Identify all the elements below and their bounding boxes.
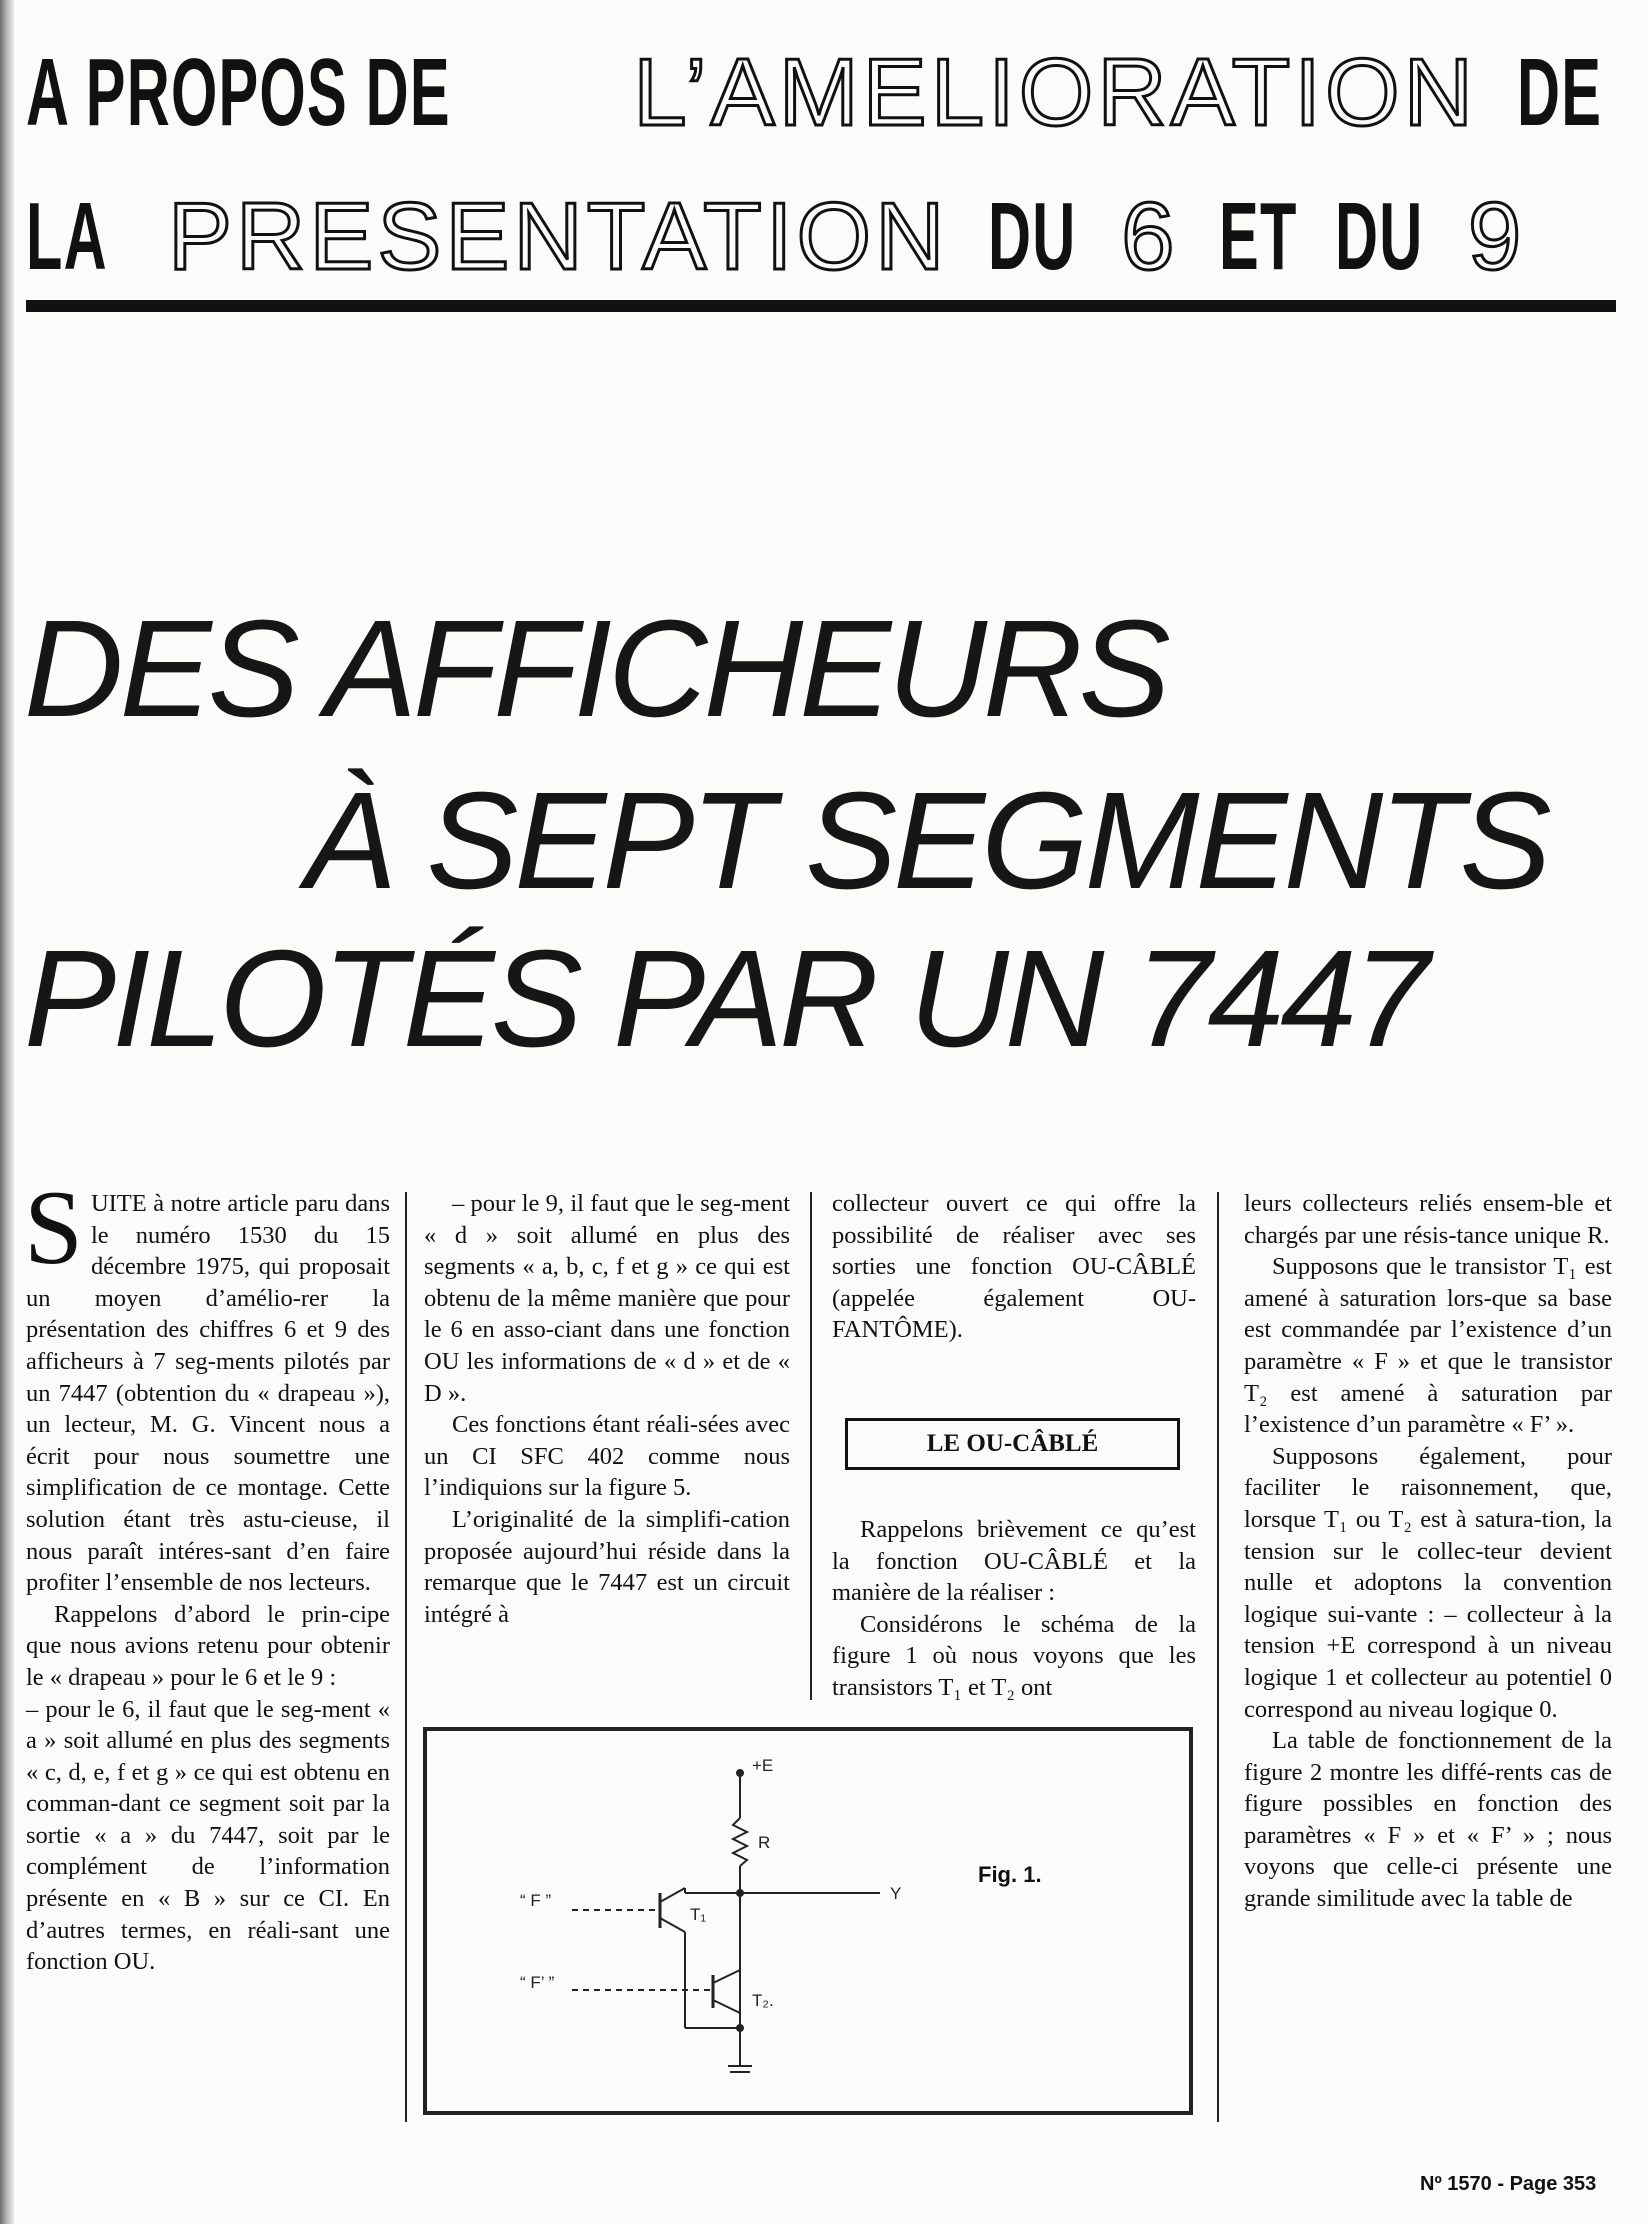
header-word-du-2: DU — [1335, 183, 1424, 290]
header-word-du: DU — [988, 183, 1077, 290]
header-word-amelioration: L’AMELIORATION — [633, 39, 1477, 146]
figure-caption: Fig. 1. — [978, 1862, 1042, 1887]
paragraph: La table de fonctionnement de la figure 2 montre les diffé-rents cas de figure possibles en fonction des paramètres « F » et « F’ » ; nous voyons que celle-ci présente une grande similitude avec la table de — [1244, 1727, 1612, 1913]
page-folio: Nº 1570 - Page 353 — [1420, 2173, 1597, 2195]
section-heading: LE OU-CÂBLÉ — [926, 1430, 1099, 1457]
header-word-de: DE — [1516, 39, 1603, 146]
paragraph: Considérons le schéma de la figure 1 où nous voyons que les transistors T₁ et T₂ ont — [832, 1610, 1196, 1701]
t2-collector — [713, 1970, 740, 1983]
title-line-1: DES AFFICHEURS — [24, 592, 1167, 746]
label-resistor: R — [758, 1833, 771, 1852]
t1-emitter — [660, 1918, 685, 1932]
paragraph: Rappelons brièvement ce qu’est la fonction OU-CÂBLÉ et la manière de la réaliser : — [832, 1516, 1196, 1607]
intro-text: UITE à notre article paru dans le numéro 1530 du 15 décembre 1975, qui proposait un moyen d’amélio-rer la présentation des chiffres 6 et 9 des afficheurs à 7 seg-ments pilotés par un 7447 (obtention du « drapeau »), un lecteur, M. G. Vincent nous a écrit pour nous soumettre une simplification de ce montage. Cette solution étant très astu-cieuse, il nous paraît intéres-sant d’en faire profiter l’ensemble de nos lecteurs. — [26, 1190, 390, 1597]
paragraph: – pour le 9, il faut que le seg-ment « d » soit allumé en plus des segments « a, b, c, f et g » ce qui est obtenu de la même manière que pour le 6 en asso-ciant dans une fonction OU les informations de « d » et de « D ». — [424, 1190, 790, 1407]
paragraph: Supposons que le transistor T₁ est amené à saturation lors-que sa base est commandée par l’existence d’un paramètre « F » et que le transistor T₂ est amené à saturation par l’existence d’un paramètre « F’ ». — [1244, 1253, 1612, 1439]
paragraph: Ces fonctions étant réali-sées avec un CI SFC 402 comme nous l’indiquions sur la figure 5. — [424, 1411, 790, 1502]
paragraph: – pour le 6, il faut que le seg-ment « a » soit allumé en plus des segments « c, d, e, f et g » ce qui est obtenu en comman-dant ce segment soit par la sortie « a » du 7447, soit par le complément de l’information présente en « B » sur ce CI. En d’autres termes, en réali-sant une fonction OU. — [26, 1695, 390, 1976]
label-input-f-prime: “ F’ ” — [520, 1973, 555, 1992]
paragraph: leurs collecteurs reliés ensem-ble et chargés par une résis-tance unique R. — [1244, 1190, 1612, 1249]
label-input-f: “ F ” — [520, 1891, 552, 1910]
supply-node — [737, 1770, 743, 1776]
paragraph: collecteur ouvert ce qui offre la possibilité de réaliser avec ses sorties une fonction OU-CÂBLÉ (appelée également OU-FANTÔME). — [832, 1190, 1196, 1344]
t2-emitter — [713, 2000, 740, 2013]
drop-cap: S — [24, 1169, 83, 1286]
label-t1: T₁ — [690, 1905, 707, 1924]
paragraph: Rappelons d’abord le prin-cipe que nous avions retenu pour obtenir le « drapeau » pour le 6 et le 9 : — [26, 1600, 390, 1691]
header-word-et: ET — [1218, 183, 1298, 290]
paragraph: Supposons également, pour faciliter le raisonnement, que, lorsque T₁ ou T₂ est à satura-tion, la tension sur le collec-teur devient nulle et adoptons la convention logique sui-vante : – collecteur à la tension +E correspond à un niveau logique 1 et collecteur au potentiel 0 correspond au niveau logique 0. — [1244, 1442, 1612, 1723]
header-word-presentation: PRESENTATION — [167, 183, 949, 290]
header-digit-6: 6 — [1121, 183, 1179, 290]
title-line-3: PILOTÉS PAR UN 7447 — [24, 922, 1426, 1076]
resistor-r — [733, 1818, 747, 1866]
header-digit-9: 9 — [1467, 183, 1526, 290]
t1-collector — [660, 1888, 685, 1902]
paragraph: L’originalité de la simplifi-cation proposée aujourd’hui réside dans la remarque que le 7447 est un circuit intégré à — [424, 1505, 790, 1628]
title-line-2: À SEPT SEGMENTS — [304, 764, 1548, 918]
header-word-a-propos-de: A PROPOS DE — [26, 39, 451, 146]
header-word-la: LA — [26, 183, 108, 290]
label-output: Y — [890, 1884, 902, 1903]
label-supply: +E — [752, 1756, 774, 1775]
label-t2: T₂. — [752, 1991, 774, 2010]
